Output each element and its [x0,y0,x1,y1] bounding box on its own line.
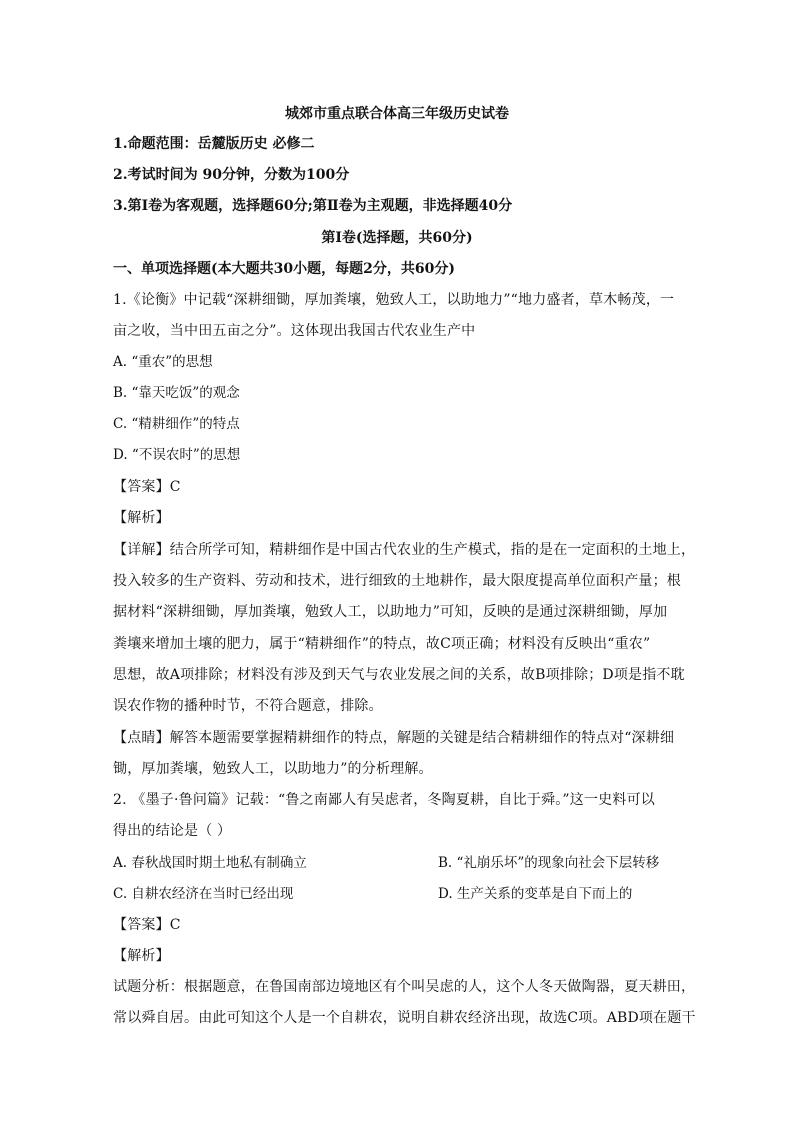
q1-detail-line3: 据材料“深耕细锄，厚加粪壤，勉致人工，以助地力”可知，反映的是通过深耕细锄，厚加 [113,604,668,620]
q2-analysis-label: 【解析】 [113,948,170,964]
q1-detail-line5: 思想，故A项排除；材料没有涉及到天气与农业发展之间的关系，故B项排除；D项是指不耽 [113,667,685,683]
q1-tip-line1: 【点睛】解答本题需要掌握精耕细作的特点，解题的关键是结合精耕细作的特点对“深耕细 [113,730,675,746]
q1-option-b: B. “靠天吃饭”的观念 [113,385,240,401]
info-time: 2.考试时间为 90分钟，分数为100分 [113,167,350,183]
q1-detail-line4: 粪壤来增加土壤的肥力，属于“精耕细作”的特点，故C项正确；材料没有反映出“重农” [113,636,651,652]
q1-option-c: C. “精耕细作”的特点 [113,416,240,432]
q2-stem-line1: 2. 《墨子·鲁问篇》记载：“鲁之南鄙人有吴虑者，冬陶夏耕，自比于舜。”这一史料可以 [113,792,655,808]
q1-tip-line2: 锄，厚加粪壤，勉致人工，以助地力”的分析理解。 [113,761,433,777]
q1-detail-line1: 【详解】结合所学可知，精耕细作是中国古代农业的生产模式，指的是在一定面积的土地上， [113,542,696,558]
q1-stem-line2: 亩之收，当中田五亩之分”。这体现出我国古代农业生产中 [113,323,476,339]
q1-detail-line6: 误农作物的播种时节，不符合题意，排除。 [113,698,383,714]
q2-detail-line2: 常以舜自居。由此可知这个人是一个自耕农，说明自耕农经济出现，故选C项。ABD项在题干 [113,1010,696,1026]
q2-option-c: C. 自耕农经济在当时已经出现 [113,886,294,902]
q1-stem-line1: 1.《论衡》中记载“深耕细锄，厚加粪壤，勉致人工，以助地力”“地力盛者，草木畅茂，一 [113,292,675,308]
q1-detail-line2: 投入较多的生产资料、劳动和技术，进行细致的土地耕作，最大限度提高单位面积产量；根 [113,573,681,589]
q2-stem-line2: 得出的结论是（ ） [113,823,232,839]
q2-option-b: B. “礼崩乐坏”的现象向社会下层转移 [438,855,660,871]
info-structure: 3.第Ⅰ卷为客观题，选择题60分;第Ⅱ卷为主观题，非选择题40分 [113,198,513,214]
q1-option-d: D. “不误农时”的思想 [113,447,241,463]
info-scope: 1.命题范围：岳麓版历史 必修二 [113,136,315,152]
q2-option-a: A. 春秋战国时期土地私有制确立 [113,855,307,871]
q1-analysis-label: 【解析】 [113,510,170,526]
q2-option-d: D. 生产关系的变革是自下而上的 [438,886,633,902]
q1-answer: 【答案】C [113,479,181,495]
section-title: 第Ⅰ卷(选择题，共60分) [321,230,473,246]
q2-answer: 【答案】C [113,917,181,933]
q2-detail-line1: 试题分析：根据题意，在鲁国南部边境地区有个叫吴虑的人，这个人冬天做陶器，夏天耕田， [113,979,696,995]
q1-option-a: A. “重农”的思想 [113,354,213,370]
part-title: 一、单项选择题(本大题共30小题，每题2分，共60分) [113,261,455,277]
exam-title: 城郊市重点联合体高三年级历史试卷 [285,106,509,122]
